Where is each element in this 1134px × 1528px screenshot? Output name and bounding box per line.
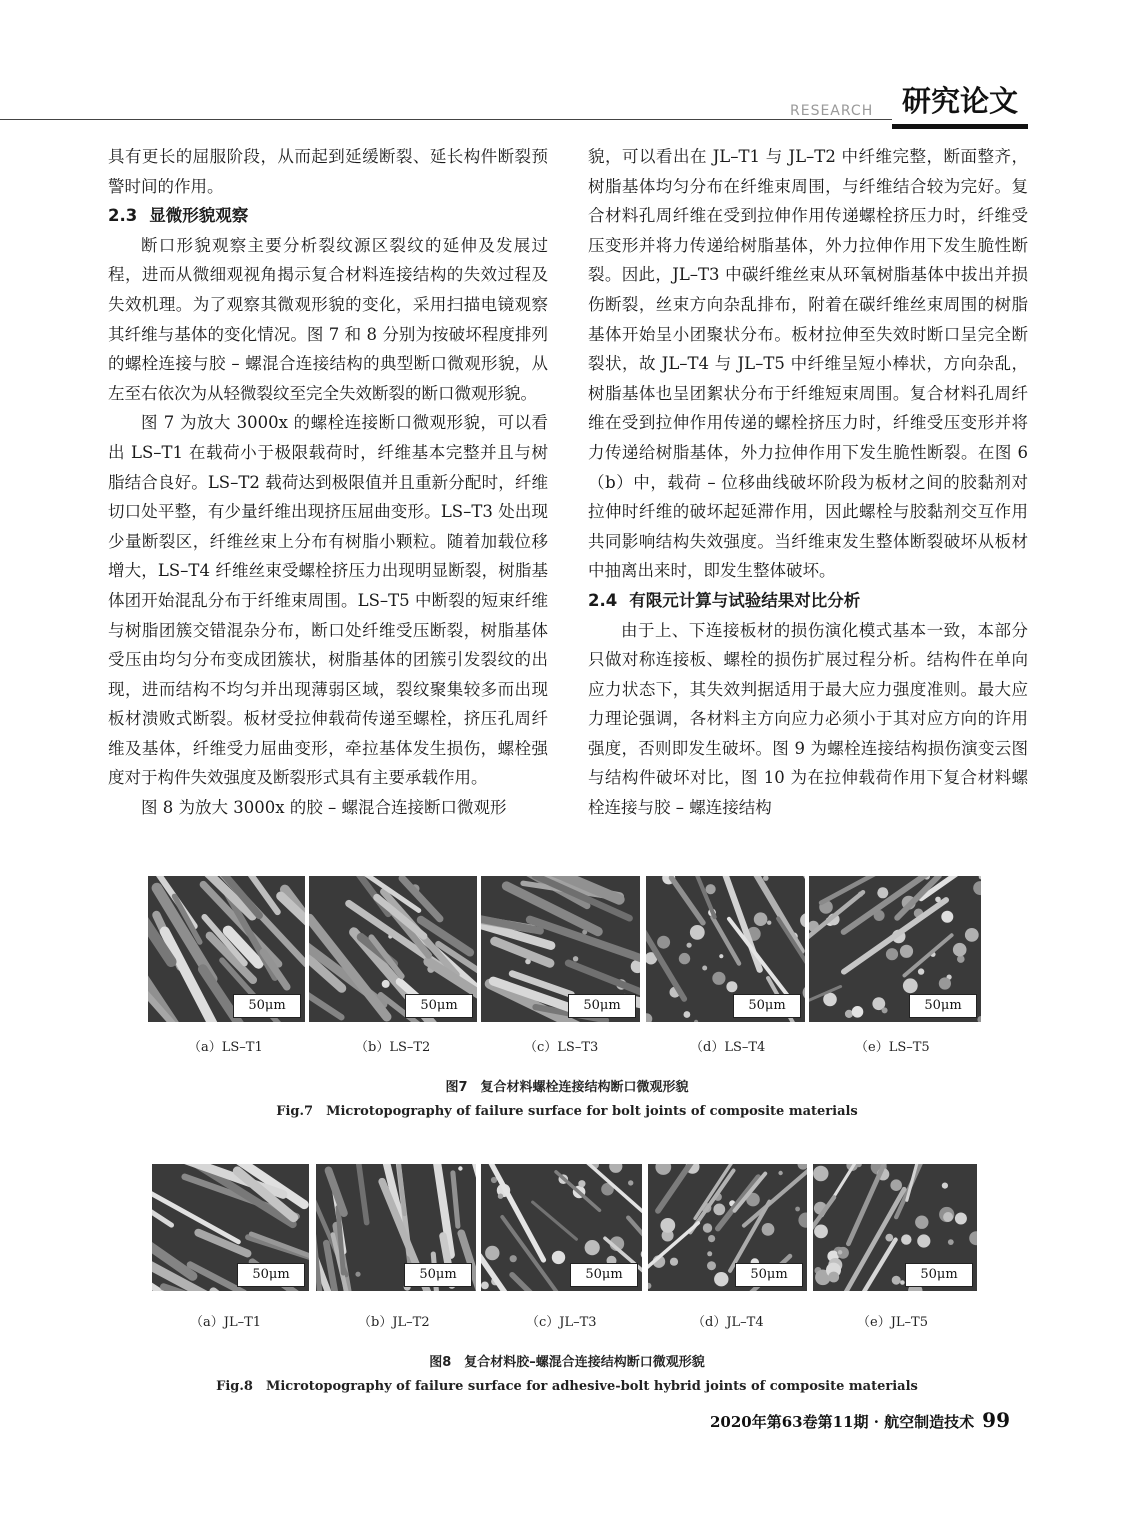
- resin-cluster: [660, 1218, 675, 1233]
- resin-cluster: [767, 921, 771, 925]
- resin-cluster: [481, 1282, 489, 1290]
- header-section-label: 研究论文: [892, 80, 1028, 129]
- resin-cluster: [814, 1225, 828, 1239]
- scale-bar: 50μm: [909, 994, 977, 1018]
- header-rule: [0, 119, 1028, 120]
- resin-cluster: [892, 1276, 901, 1285]
- resin-cluster: [965, 928, 979, 942]
- resin-cluster: [828, 1272, 839, 1283]
- resin-cluster: [903, 978, 918, 993]
- resin-cluster: [714, 1272, 728, 1286]
- paragraph: 具有更长的屈服阶段，从而起到延缓断裂、延长构件断裂预警时间的作用。: [108, 147, 548, 196]
- paragraph: 貌，可以看出在 JL–T1 与 JL–T2 中纤维完整，断面整齐，树脂基体均匀分布在纤维束周围，与纤维结合较为完好。复合材料孔周纤维在受到拉伸作用传递螺栓挤压力时，纤维受压变形并将力传递给树脂基体，外力拉伸作用下发生脆性断裂。因此，JL–T3 中碳纤维丝束从环氧树脂基体中拔出并损伤断裂，丝束方向杂乱排布，附着在碳纤维丝束周围的树脂基体开始呈小团聚状分布。板材拉伸至失效时断口呈完全断裂状，故 JL–T4 与 JL–T5 中纤维呈短小棒状，方向杂乱，树脂基体也呈团絮状分布于纤维短束周围。复合材料孔周纤维在受到拉伸作用传递的螺栓挤压力时，纤维受压变形并将力传递给树脂基体，外力拉伸作用下发生脆性断裂。在图 6（b）中，载荷 – 位移曲线破坏阶段为板材之间的胶黏剂对拉伸时纤维的破坏起延滞作用，因此螺栓与胶黏剂交互作用共同影响结构失效强度。当纤维束发生整体断裂破坏从板材中抽离出来时，即发生整体破坏。: [588, 147, 1028, 581]
- panel-label: （a）LS–T1: [188, 1040, 263, 1055]
- scale-bar: 50μm: [570, 1263, 638, 1287]
- paragraph: 图 8 为放大 3000x 的胶 – 螺混合连接断口微观形: [141, 798, 507, 818]
- resin-cluster: [754, 912, 768, 926]
- resin-cluster: [957, 955, 965, 963]
- resin-cluster: [687, 943, 692, 948]
- figure-8: [0, 1164, 1134, 1404]
- scale-bar: 50μm: [405, 994, 473, 1018]
- section-title: 显微形貌观察: [149, 206, 249, 226]
- resin-cluster: [657, 936, 670, 949]
- sem-micrograph: [809, 876, 981, 1022]
- resin-cluster: [890, 1179, 902, 1191]
- resin-cluster: [670, 1258, 678, 1266]
- resin-cluster: [852, 1006, 864, 1018]
- running-header: [0, 80, 1134, 130]
- figure-caption-cn: 图8 复合材料胶–螺混合连接结构断口微观形貌: [429, 1355, 705, 1370]
- resin-cluster: [702, 966, 707, 971]
- resin-cluster: [708, 1235, 715, 1242]
- resin-cluster: [684, 1011, 691, 1018]
- paragraph: 图 7 为放大 3000x 的螺栓连接断口微观形貌，可以看出 LS–T1 在载荷小于极限载荷时，纤维基本完整并且与树脂结合良好。LS–T2 载荷达到极限值并且重新分配时，纤维切口处平整，有少量纤维出现挤压屈曲变形。LS–T3 处出现少量断裂区，纤维丝束上分布有树脂小颗粒。随着加载位移增大，LS–T4 纤维丝束受螺栓挤压力出现明显断裂，树脂基体团开始混乱分布于纤维束周围。LS–T5 中断裂的短束纤维与树脂团簇交错混杂分布，断口处纤维受压断裂，树脂基体受压由均匀分布变成团簇状，树脂基体的团簇引发裂纹的出现，进而结构不均匀并出现薄弱区域，裂纹聚集较多而出现板材溃败式断裂。板材受拉伸载荷传递至螺栓，挤压孔周纤维及基体，纤维受力屈曲变形，牵拉基体发生损伤，螺栓强度对于构件失效强度及断裂形式具有主要承载作用。: [108, 413, 548, 788]
- resin-cluster: [713, 1204, 725, 1216]
- sem-micrograph: [481, 1164, 642, 1291]
- scale-bar: 50μm: [233, 994, 301, 1018]
- figure-7: [0, 876, 1134, 1126]
- left-column: [108, 142, 548, 823]
- resin-cluster: [955, 1213, 967, 1225]
- figure-caption-cn: 图7 复合材料螺栓连接结构断口微观形貌: [445, 1080, 689, 1095]
- resin-cluster: [778, 1171, 782, 1175]
- resin-cluster: [690, 925, 705, 940]
- scale-bar: 50μm: [237, 1263, 305, 1287]
- resin-cluster: [917, 1234, 930, 1247]
- resin-cluster: [942, 1183, 948, 1189]
- resin-cluster: [679, 953, 690, 964]
- sem-micrograph: [148, 876, 305, 1022]
- resin-cluster: [901, 1234, 911, 1244]
- panel-label: （c）JL–T3: [526, 1315, 597, 1330]
- sem-micrograph: [481, 876, 640, 1022]
- resin-cluster: [813, 1166, 828, 1181]
- section-number: 2.3: [108, 206, 138, 226]
- resin-cluster: [458, 1166, 462, 1170]
- resin-cluster: [707, 1251, 712, 1256]
- resin-cluster: [885, 1234, 893, 1242]
- header-research-label: RESEARCH: [790, 103, 874, 119]
- resin-cluster: [719, 954, 723, 958]
- paragraph: 由于上、下连接板材的损伤演化模式基本一致，本部分只做对称连接板、螺栓的损伤扩展过程分析。结构件在单向应力状态下，其失效判据适用于最大应力强度准则。最大应力理论强调，各材料主方向应力必须小于其对应方向的许用强度，否则即发生破坏。图 9 为螺栓连接结构损伤演变云图与结构件破坏对比，图 10 为在拉伸载荷作用下复合材料螺栓连接与胶 – 螺连接结构: [588, 620, 1028, 818]
- resin-cluster: [882, 1007, 888, 1013]
- resin-cluster: [712, 972, 725, 985]
- panel-label: （c）LS–T3: [524, 1040, 599, 1055]
- sem-micrograph: [309, 876, 477, 1022]
- resin-cluster: [838, 1250, 842, 1254]
- resin-cluster: [382, 980, 390, 988]
- resin-cluster: [498, 1194, 503, 1199]
- resin-cluster: [948, 1239, 954, 1245]
- sem-micrograph: [316, 1164, 476, 1291]
- resin-cluster: [573, 956, 578, 961]
- panel-label: （b）JL–T2: [358, 1315, 430, 1330]
- resin-cluster: [941, 911, 953, 923]
- sem-micrograph: [646, 876, 805, 1022]
- panel-label: （a）JL–T1: [190, 1315, 262, 1330]
- resin-cluster: [510, 1255, 517, 1262]
- resin-cluster: [355, 1272, 360, 1277]
- resin-cluster: [703, 1223, 712, 1232]
- resin-cluster: [900, 1280, 905, 1285]
- section-number: 2.4: [588, 590, 618, 610]
- resin-cluster: [706, 884, 716, 894]
- scale-bar: 50μm: [735, 1263, 803, 1287]
- paragraph: 断口形貌观察主要分析裂纹源区裂纹的延伸及发展过程，进而从微细观视角揭示复合材料连接结构的失效过程及失效机理。为了观察其微观形貌的变化，采用扫描电镜观察其纤维与基体的变化情况。图 7 和 8 分别为按破坏程度排列的螺栓连接与胶 – 螺混合连接结构的典型断口微观形貌，从左至右依次为从轻微裂纹至完全失效断裂的断口微观形貌。: [108, 235, 548, 403]
- resin-cluster: [762, 1223, 775, 1236]
- resin-cluster: [943, 1212, 953, 1222]
- scale-bar: 50μm: [568, 994, 636, 1018]
- section-heading-2-4: [588, 586, 1028, 616]
- resin-cluster: [707, 1261, 716, 1270]
- figure-caption-en: Fig.8 Microtopography of failure surface for adhesive-bolt hybrid joints of composite materials: [216, 1379, 918, 1394]
- resin-cluster: [900, 945, 913, 958]
- resin-cluster: [795, 1207, 800, 1212]
- panel-label: （e）LS–T5: [855, 1040, 930, 1055]
- journal-info: 2020年第63卷第11期 · 航空制造技术: [709, 1413, 975, 1431]
- panel-label: （e）JL–T5: [857, 1315, 928, 1330]
- panel-label: （d）JL–T4: [692, 1315, 764, 1330]
- resin-cluster: [578, 1180, 585, 1187]
- section-title: 有限元计算与试验结果对比分析: [629, 590, 861, 610]
- resin-cluster: [939, 977, 951, 989]
- resin-cluster: [552, 1251, 565, 1264]
- scale-bar: 50μm: [905, 1263, 973, 1287]
- panel-label: （b）LS–T2: [355, 1040, 431, 1055]
- scale-bar: 50μm: [404, 1263, 472, 1287]
- resin-cluster: [886, 948, 898, 960]
- sem-micrograph: [813, 1164, 977, 1291]
- resin-cluster: [585, 1240, 600, 1255]
- page-number: 99: [982, 1408, 1010, 1432]
- resin-cluster: [628, 1180, 633, 1185]
- resin-cluster: [726, 981, 737, 992]
- resin-cluster: [953, 943, 967, 957]
- panel-label: （d）LS–T4: [690, 1040, 766, 1055]
- sem-micrograph: [152, 1164, 309, 1291]
- resin-cluster: [918, 968, 924, 974]
- sem-micrograph: [648, 1164, 807, 1291]
- page-footer: [0, 1408, 1010, 1432]
- section-heading-2-3: [108, 201, 548, 231]
- resin-cluster: [485, 1246, 499, 1260]
- resin-cluster: [915, 1216, 928, 1229]
- right-column: [588, 142, 1028, 823]
- figure-caption-en: Fig.7 Microtopography of failure surface for bolt joints of composite materials: [276, 1104, 858, 1119]
- scale-bar: 50μm: [733, 994, 801, 1018]
- resin-cluster: [877, 887, 888, 898]
